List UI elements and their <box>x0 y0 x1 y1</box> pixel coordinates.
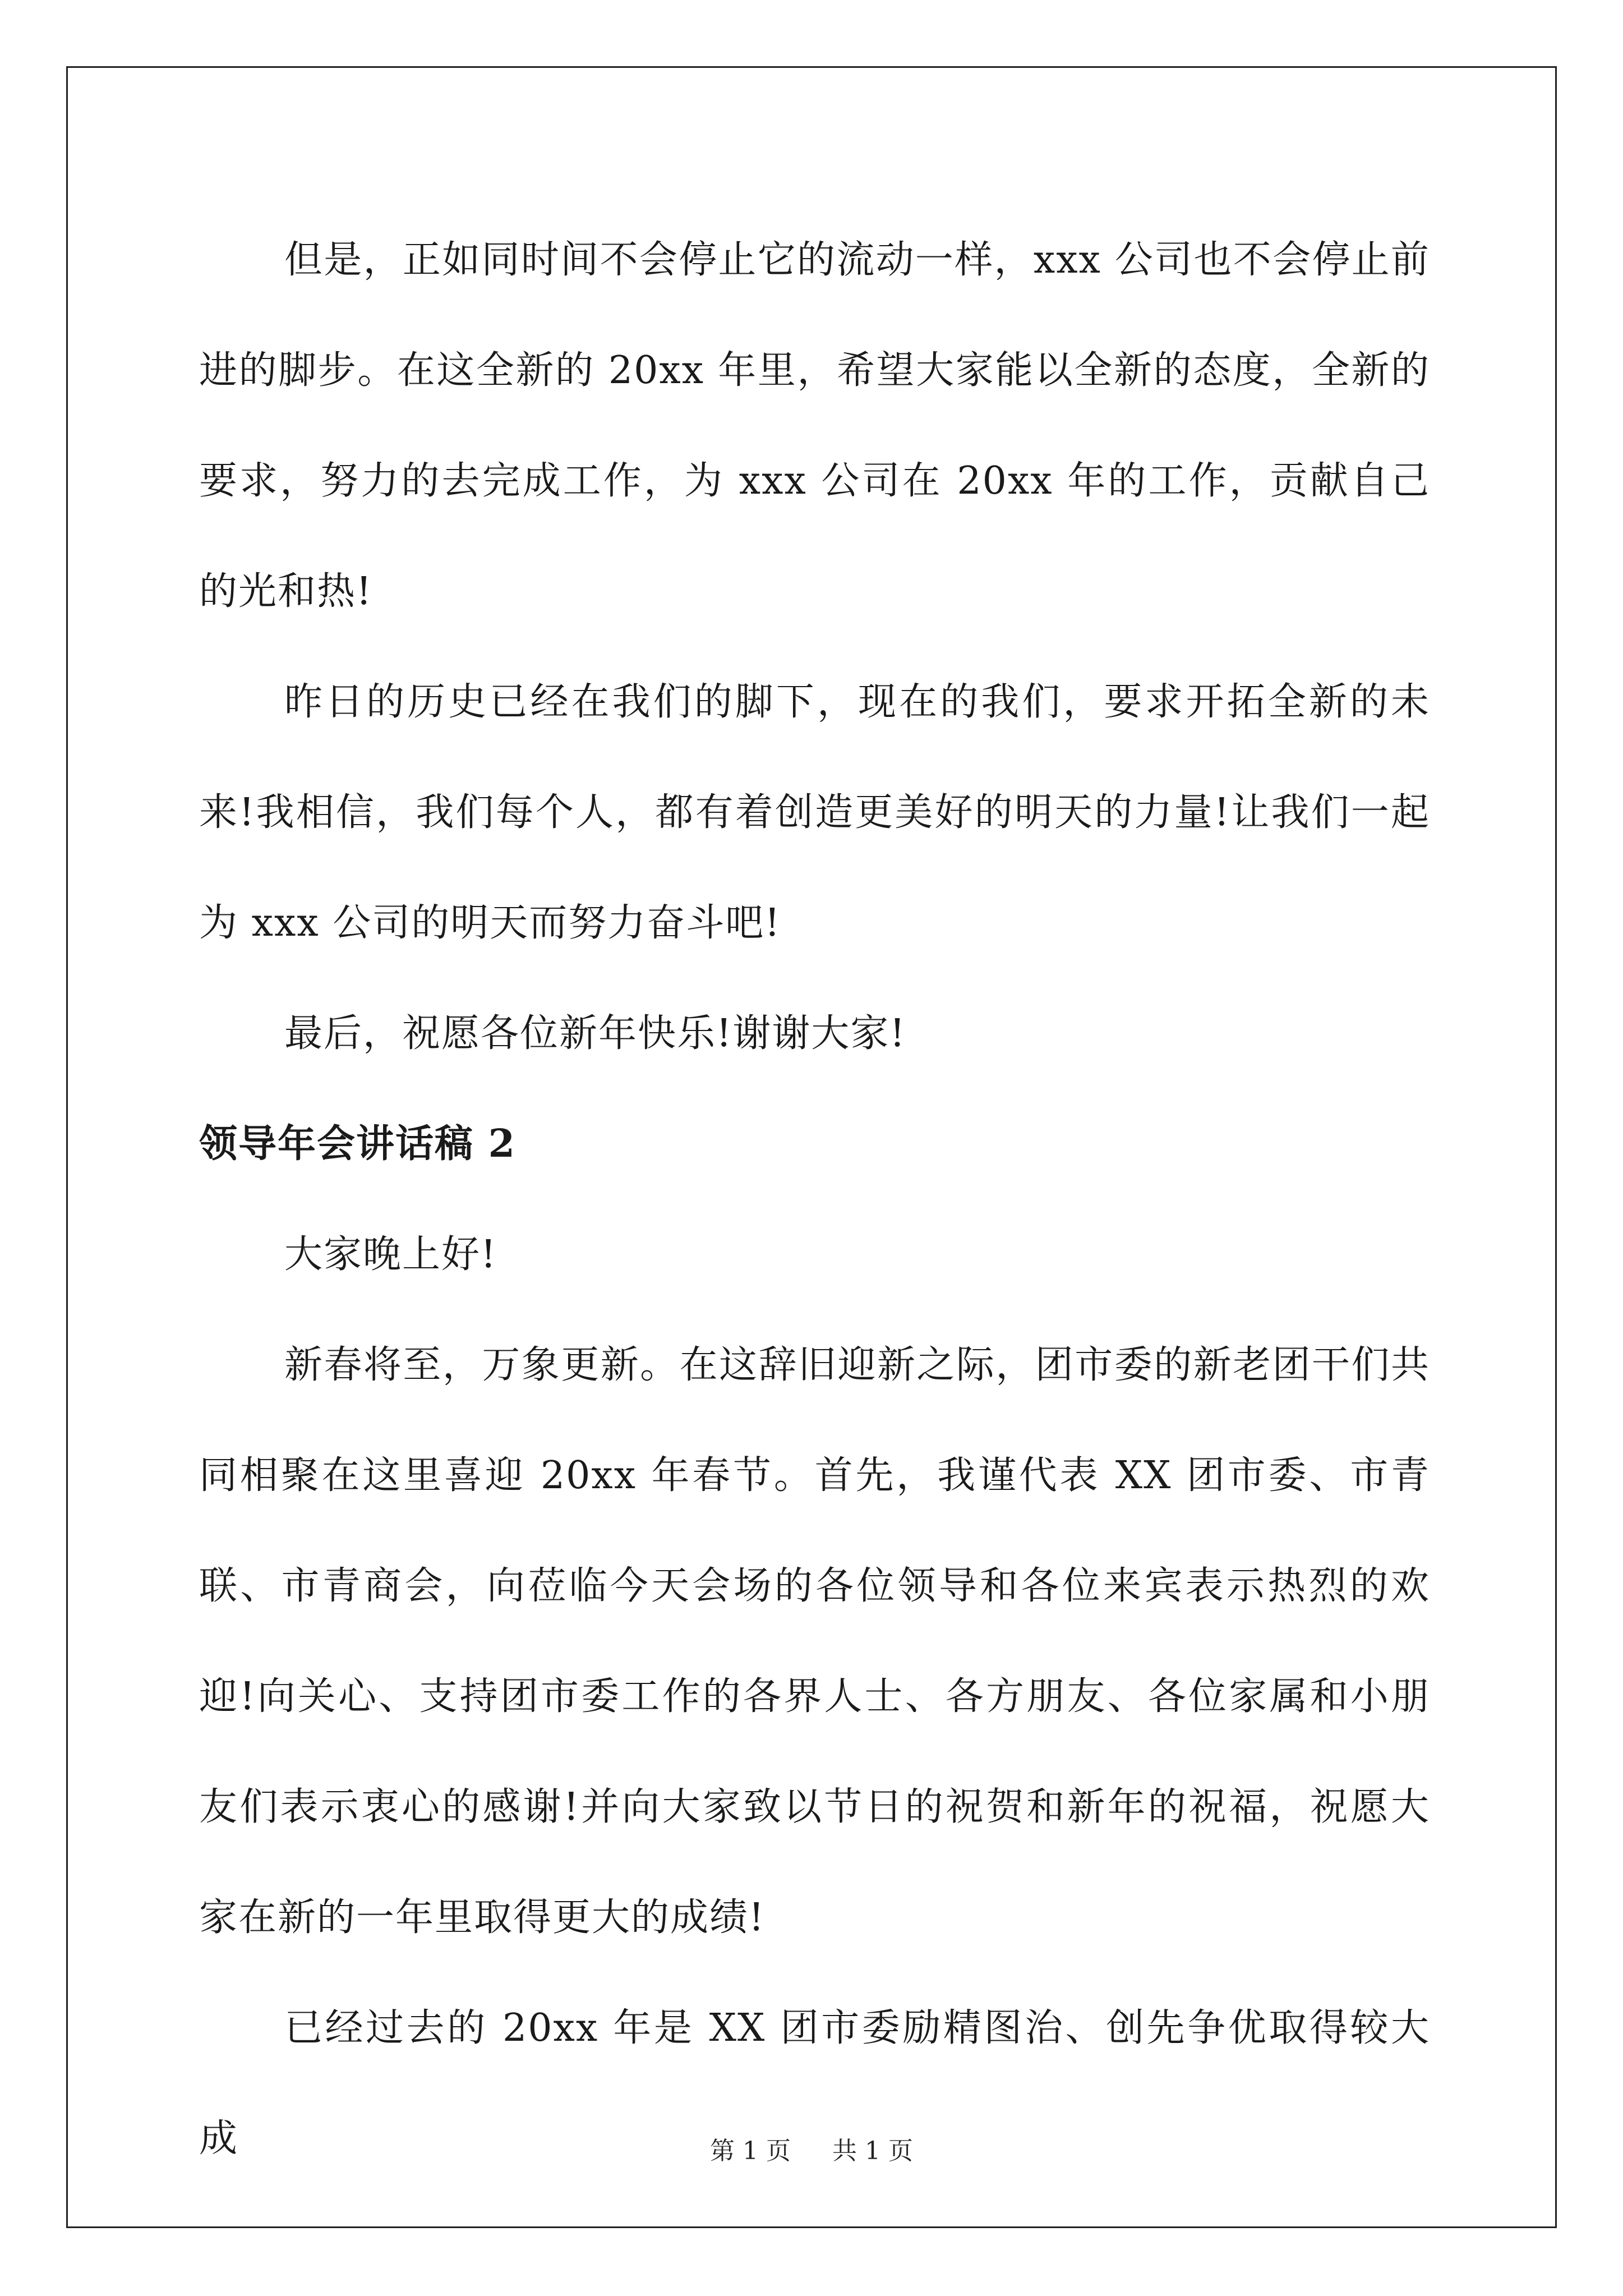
paragraph: 已经过去的 20xx 年是 XX 团市委励精图治、创先争优取得较大成 <box>199 2006 1430 2161</box>
paragraph: 新春将至，万象更新。在这辞旧迎新之际，团市委的新老团干们共同相聚在这里喜迎 20xx 年春节。首先，我谨代表 XX 团市委、市青联、市青商会，向莅临今天会场的各位领导和各位来宾表示热烈的欢迎!向关心、支持团市委工作的各界人士、各方朋友、各位家属和小朋友们表示衷心的感谢!并向大家致以节日的祝贺和新年的祝福，祝愿大家在新的一年里取得更大的成绩! <box>199 1343 1430 1940</box>
paragraph: 最后，祝愿各位新年快乐!谢谢大家! <box>284 1011 906 1056</box>
paragraph: 昨日的历史已经在我们的脚下，现在的我们，要求开拓全新的未来!我相信，我们每个人，都有着创造更美好的明天的力量!让我们一起为 xxx 公司的明天而努力奋斗吧! <box>199 680 1430 945</box>
page-number: 第 1 页 <box>710 2137 791 2165</box>
page-footer <box>0 2131 1623 2166</box>
page-total: 共 1 页 <box>832 2137 913 2165</box>
section-title: 领导年会讲话稿 2 <box>199 1121 516 1166</box>
document-body <box>199 205 1430 2194</box>
paragraph: 但是，正如同时间不会停止它的流动一样，xxx 公司也不会停止前进的脚步。在这全新的 20xx 年里，希望大家能以全新的态度，全新的要求，努力的去完成工作，为 xxx 公司在 20xx 年的工作，贡献自己的光和热! <box>199 238 1430 614</box>
paragraph: 大家晚上好! <box>284 1232 497 1277</box>
